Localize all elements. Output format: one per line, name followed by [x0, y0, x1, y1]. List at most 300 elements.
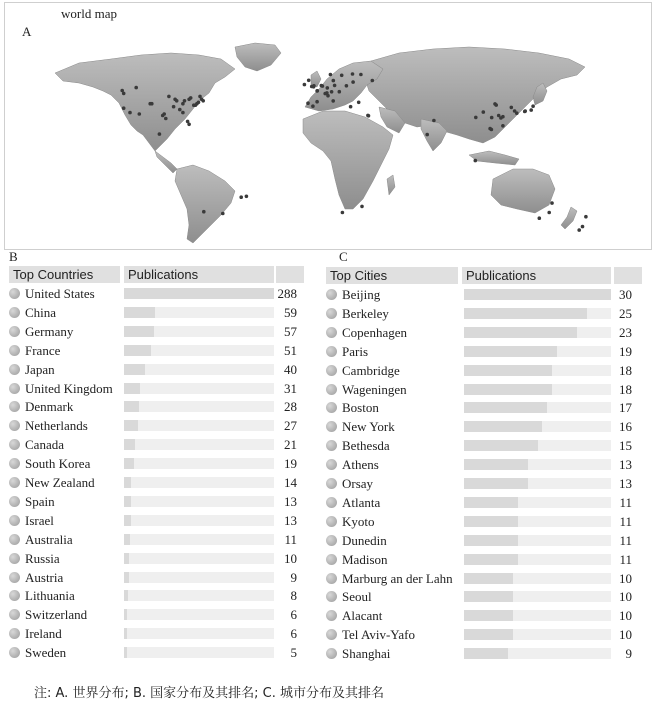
bar — [464, 440, 538, 451]
city-dot — [351, 72, 355, 76]
world-map — [49, 39, 594, 245]
bar — [464, 497, 518, 508]
globe-icon — [326, 440, 337, 451]
new-zealand-shape — [561, 207, 577, 229]
ranking-row — [9, 493, 299, 511]
bar-track — [464, 535, 611, 546]
bar-track — [124, 515, 274, 526]
bar-track — [464, 346, 611, 357]
bar — [464, 573, 513, 584]
globe-icon — [326, 402, 337, 413]
row-name: Lithuania — [25, 588, 75, 604]
continents — [55, 43, 585, 243]
globe-icon — [9, 383, 20, 394]
countries-header-name: Top Countries — [9, 266, 120, 283]
city-dot — [351, 80, 355, 84]
row-value: 8 — [290, 588, 297, 604]
ranking-row — [326, 381, 634, 399]
row-value: 21 — [284, 437, 297, 453]
indonesia-shape — [469, 151, 519, 165]
bar-track — [124, 345, 274, 356]
globe-icon — [9, 458, 20, 469]
row-value: 10 — [619, 570, 632, 586]
city-dot — [315, 100, 319, 104]
city-dot — [357, 101, 361, 105]
globe-icon — [326, 365, 337, 376]
row-name: Athens — [342, 457, 379, 473]
row-name: Marburg an der Lahn — [342, 570, 453, 586]
city-dot — [333, 84, 337, 88]
globe-icon — [326, 384, 337, 395]
city-dot — [523, 110, 527, 114]
ranking-row — [9, 285, 299, 303]
row-name: Paris — [342, 343, 368, 359]
row-name: Wageningen — [342, 381, 407, 397]
bar-track — [464, 327, 611, 338]
globe-icon — [326, 573, 337, 584]
row-value: 9 — [290, 569, 297, 585]
madagascar-shape — [387, 175, 395, 195]
city-dot — [307, 79, 311, 83]
bar — [464, 459, 528, 470]
globe-icon — [326, 629, 337, 640]
row-name: Alacant — [342, 608, 383, 624]
globe-icon — [9, 496, 20, 507]
city-dot — [432, 119, 436, 123]
bar — [464, 402, 547, 413]
row-value: 31 — [284, 380, 297, 396]
ranking-row — [326, 456, 634, 474]
row-name: Netherlands — [25, 418, 88, 434]
city-dot — [425, 133, 429, 137]
row-value: 57 — [284, 323, 297, 339]
city-dot — [345, 84, 349, 88]
countries-header-value — [276, 266, 304, 283]
bar — [124, 534, 130, 545]
bar — [464, 629, 513, 640]
row-value: 5 — [290, 645, 297, 661]
city-dot — [332, 79, 336, 83]
row-value: 10 — [619, 608, 632, 624]
row-value: 11 — [619, 513, 632, 529]
row-value: 13 — [284, 493, 297, 509]
bar-track — [464, 648, 611, 659]
row-name: France — [25, 342, 61, 358]
bar — [124, 496, 131, 507]
globe-icon — [326, 346, 337, 357]
bar — [124, 326, 154, 337]
row-value: 11 — [619, 532, 632, 548]
city-dot — [167, 95, 171, 99]
bar-track — [464, 402, 611, 413]
city-dot — [341, 211, 345, 215]
city-dot — [138, 112, 142, 116]
bar-track — [124, 572, 274, 583]
city-dot — [221, 212, 225, 216]
bar-track — [124, 609, 274, 620]
ranking-row — [9, 550, 299, 568]
ranking-row — [9, 361, 299, 379]
row-name: China — [25, 304, 57, 320]
bar-track — [464, 308, 611, 319]
globe-icon — [9, 477, 20, 488]
bar-track — [464, 289, 611, 300]
city-dot — [315, 89, 319, 93]
globe-icon — [9, 628, 20, 639]
globe-icon — [326, 327, 337, 338]
row-name: Boston — [342, 400, 379, 416]
city-dot — [164, 117, 168, 121]
bar — [124, 553, 129, 564]
city-dot — [326, 94, 330, 98]
row-name: Japan — [25, 361, 55, 377]
ranking-row — [326, 343, 634, 361]
city-dot — [581, 225, 585, 229]
row-value: 51 — [284, 342, 297, 358]
bar — [124, 628, 127, 639]
row-name: Bethesda — [342, 438, 390, 454]
bar — [464, 327, 577, 338]
row-name: Atlanta — [342, 494, 381, 510]
ranking-row — [326, 324, 634, 342]
row-name: Berkeley — [342, 305, 389, 321]
city-dot — [186, 120, 190, 124]
greenland-shape — [235, 43, 281, 71]
city-dot — [245, 195, 249, 199]
bar — [124, 288, 274, 299]
bar-track — [124, 288, 274, 299]
city-dot — [550, 201, 554, 205]
bar — [464, 346, 557, 357]
map-title: world map — [61, 6, 117, 21]
africa-shape — [303, 111, 393, 209]
bar — [124, 458, 134, 469]
row-value: 10 — [284, 550, 297, 566]
bar — [124, 609, 127, 620]
world-map-panel — [4, 2, 652, 250]
city-dot — [349, 105, 353, 109]
row-name: Denmark — [25, 399, 74, 415]
row-name: Kyoto — [342, 513, 375, 529]
globe-icon — [326, 308, 337, 319]
ranking-row — [326, 645, 634, 663]
bar-track — [124, 477, 274, 488]
bar — [124, 307, 155, 318]
bar — [464, 365, 552, 376]
bar-track — [124, 553, 274, 564]
globe-icon — [326, 554, 337, 565]
ranking-row — [326, 570, 634, 588]
row-value: 11 — [619, 551, 632, 567]
ranking-row — [326, 513, 634, 531]
ranking-row — [9, 474, 299, 492]
city-dot — [474, 159, 478, 163]
globe-icon — [326, 289, 337, 300]
row-value: 16 — [619, 419, 632, 435]
bar — [464, 384, 552, 395]
city-dot — [198, 95, 202, 99]
globe-icon — [9, 553, 20, 564]
bar — [464, 554, 518, 565]
ranking-row — [326, 551, 634, 569]
globe-icon — [326, 591, 337, 602]
city-dot — [306, 101, 310, 105]
ranking-row — [326, 399, 634, 417]
panel-label-c: C — [339, 249, 348, 264]
row-name: Seoul — [342, 589, 372, 605]
row-value: 288 — [277, 286, 297, 301]
city-dot — [584, 215, 588, 219]
ranking-row — [326, 305, 634, 323]
ranking-row — [326, 588, 634, 606]
bar — [124, 401, 139, 412]
row-name: United States — [25, 286, 95, 301]
city-dot — [330, 90, 334, 94]
city-dot — [158, 132, 162, 136]
bar — [124, 572, 129, 583]
ranking-row — [9, 531, 299, 549]
ranking-row — [326, 286, 634, 304]
city-dot — [494, 103, 498, 107]
bar — [124, 647, 127, 658]
city-dot — [338, 90, 342, 94]
row-value: 14 — [284, 475, 297, 490]
globe-icon — [326, 516, 337, 527]
city-dot — [202, 210, 206, 214]
city-dot — [510, 106, 514, 110]
globe-icon — [9, 420, 20, 431]
globe-icon — [9, 364, 20, 375]
row-value: 10 — [619, 589, 632, 605]
globe-icon — [9, 609, 20, 620]
city-dot — [501, 124, 505, 128]
globe-icon — [326, 648, 337, 659]
ranking-row — [326, 494, 634, 512]
globe-icon — [9, 590, 20, 601]
row-name: New Zealand — [25, 475, 95, 490]
city-dot — [482, 110, 486, 114]
city-dot — [134, 86, 138, 90]
city-dot — [367, 114, 371, 118]
bar-track — [464, 365, 611, 376]
globe-icon — [326, 478, 337, 489]
city-dot — [515, 111, 519, 115]
row-name: Austria — [25, 569, 64, 585]
bar-track — [124, 590, 274, 601]
globe-icon — [9, 401, 20, 412]
bar-track — [464, 573, 611, 584]
bar-track — [464, 610, 611, 621]
globe-icon — [9, 572, 20, 583]
panel-label-b: B — [9, 249, 18, 264]
row-value: 59 — [284, 304, 297, 320]
ranking-row — [9, 625, 299, 643]
bar-track — [124, 439, 274, 450]
ranking-row — [326, 626, 634, 644]
row-value: 11 — [619, 494, 632, 510]
row-value: 6 — [290, 607, 297, 623]
bar-track — [124, 383, 274, 394]
ranking-row — [9, 455, 299, 473]
city-dot — [499, 116, 503, 120]
row-value: 9 — [625, 646, 632, 662]
city-dot — [197, 101, 201, 105]
bar — [464, 535, 518, 546]
row-name: Canada — [25, 437, 64, 453]
row-name: Switzerland — [25, 607, 88, 623]
bar-track — [464, 384, 611, 395]
globe-icon — [9, 345, 20, 356]
city-dot — [172, 105, 176, 109]
bar — [464, 308, 587, 319]
bar-track — [464, 629, 611, 640]
bar-track — [464, 459, 611, 470]
row-value: 13 — [619, 476, 632, 491]
city-dot — [331, 99, 335, 103]
ranking-row — [326, 362, 634, 380]
bar — [464, 591, 513, 602]
city-dot — [326, 86, 330, 90]
cities-header-value — [614, 267, 642, 284]
row-name: Tel Aviv-Yafo — [342, 627, 415, 643]
city-dot — [311, 104, 315, 108]
row-value: 23 — [619, 324, 632, 340]
bar — [124, 420, 138, 431]
row-value: 18 — [619, 381, 632, 397]
ranking-row — [326, 437, 634, 455]
globe-icon — [326, 535, 337, 546]
row-name: Russia — [25, 550, 60, 566]
city-dot — [547, 211, 551, 215]
row-name: Orsay — [342, 476, 374, 491]
bar-track — [124, 364, 274, 375]
ranking-row — [9, 606, 299, 624]
city-dot — [173, 98, 177, 102]
bar — [124, 477, 131, 488]
bar-track — [124, 496, 274, 507]
cities-header-publications: Publications — [462, 267, 611, 284]
city-dot — [538, 216, 542, 220]
row-value: 40 — [284, 361, 297, 377]
city-dot — [359, 73, 363, 77]
bar-track — [464, 554, 611, 565]
bar — [124, 345, 151, 356]
ranking-row — [326, 418, 634, 436]
bar-track — [124, 420, 274, 431]
city-dot — [183, 99, 187, 103]
row-name: Cambridge — [342, 362, 400, 378]
bar-track — [124, 628, 274, 639]
bar — [464, 648, 508, 659]
row-name: Israel — [25, 512, 54, 528]
city-dot — [189, 96, 193, 100]
ranking-row — [9, 342, 299, 360]
city-dot — [303, 83, 307, 87]
australia-shape — [491, 169, 555, 213]
city-dot — [312, 84, 316, 88]
city-dot — [490, 116, 494, 120]
ranking-row — [9, 512, 299, 530]
city-dot — [148, 102, 152, 106]
row-name: Copenhagen — [342, 324, 407, 340]
bar-track — [464, 440, 611, 451]
bar — [124, 515, 131, 526]
row-name: Spain — [25, 493, 55, 509]
globe-icon — [9, 326, 20, 337]
globe-icon — [326, 497, 337, 508]
globe-icon — [326, 421, 337, 432]
south-america-shape — [175, 165, 235, 243]
ranking-row — [9, 569, 299, 587]
city-dot — [488, 127, 492, 131]
city-dot — [340, 74, 344, 78]
globe-icon — [326, 610, 337, 621]
panel-label-a: A — [22, 24, 32, 39]
row-value: 19 — [619, 343, 632, 359]
ranking-row — [9, 436, 299, 454]
north-america-shape — [55, 53, 235, 151]
bar-track — [124, 647, 274, 658]
row-value: 15 — [619, 438, 632, 454]
bar — [464, 610, 513, 621]
row-value: 25 — [619, 305, 632, 321]
row-value: 10 — [619, 627, 632, 643]
row-name: Madison — [342, 551, 388, 567]
city-dot — [122, 106, 126, 110]
row-name: Shanghai — [342, 646, 391, 662]
bar-track — [464, 478, 611, 489]
city-dot — [128, 111, 132, 115]
bar-track — [464, 516, 611, 527]
city-dot — [178, 108, 182, 112]
row-name: United Kingdom — [25, 380, 113, 396]
ranking-row — [9, 417, 299, 435]
city-dot — [239, 195, 243, 199]
footnote: 注: A. 世界分布; B. 国家分布及其排名; C. 城市分布及其排名 — [34, 686, 384, 701]
row-value: 6 — [290, 626, 297, 642]
countries-header-publications: Publications — [124, 266, 274, 283]
row-name: New York — [342, 419, 395, 435]
city-dot — [577, 228, 581, 232]
row-name: South Korea — [25, 456, 91, 472]
row-value: 17 — [619, 400, 632, 416]
city-dot — [194, 103, 198, 107]
globe-icon — [9, 515, 20, 526]
bar — [124, 439, 135, 450]
row-value: 28 — [284, 399, 297, 415]
countries-table — [9, 266, 304, 668]
central-america-shape — [155, 151, 177, 173]
globe-icon — [9, 288, 20, 299]
bar — [464, 421, 542, 432]
ranking-row — [9, 380, 299, 398]
ranking-row — [326, 607, 634, 625]
city-dot — [474, 116, 478, 120]
bar-track — [464, 421, 611, 432]
city-dot — [329, 73, 333, 77]
cities-header-name: Top Cities — [326, 267, 458, 284]
city-dot — [371, 79, 375, 83]
bar — [124, 383, 140, 394]
bar-track — [124, 534, 274, 545]
row-value: 18 — [619, 362, 632, 378]
bar-track — [124, 401, 274, 412]
bar — [124, 590, 128, 601]
row-value: 11 — [284, 531, 297, 547]
bar — [124, 364, 145, 375]
globe-icon — [9, 307, 20, 318]
ranking-row — [9, 323, 299, 341]
